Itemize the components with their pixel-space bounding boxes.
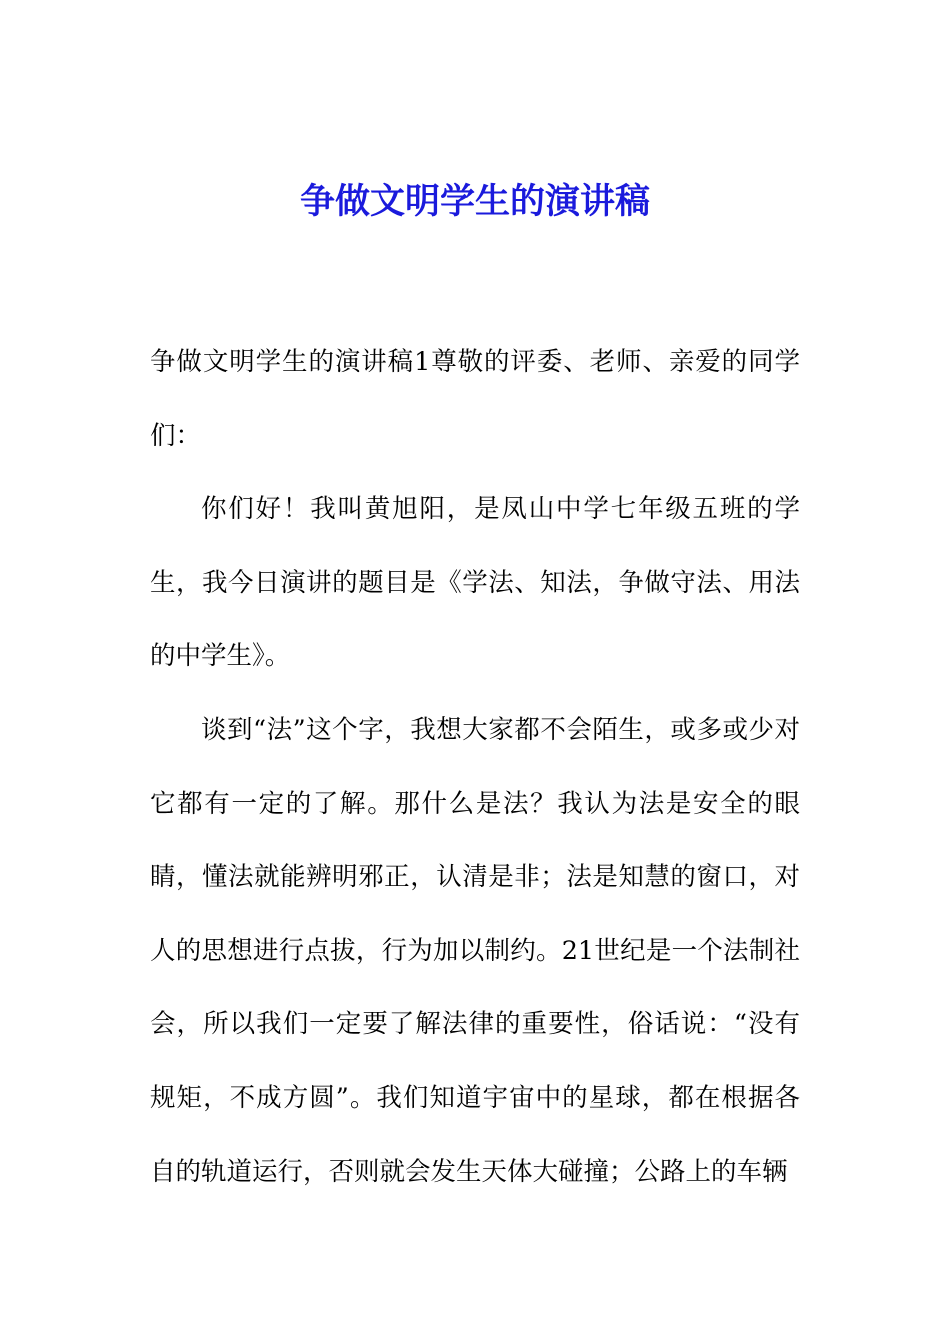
document-body <box>150 326 800 1209</box>
paragraph-opening: 争做文明学生的演讲稿1尊敬的评委、老师、亲爱的同学们： <box>150 347 800 451</box>
paragraph-introduction: 你们好！我叫黄旭阳，是凤山中学七年级五班的学生，我今日演讲的题目是《学法、知法，争做守法、用法的中学生》。 <box>150 494 800 672</box>
paragraph-law: 谈到“法”这个字，我想大家都不会陌生，或多或少对它都有一定的了解。那什么是法？我认为法是安全的眼睛，懂法就能辨明邪正，认清是非；法是知慧的窗口，对人的思想进行点拔，行为加以制约。21世纪是一个法制社会，所以我们一定要了解法律的重要性，俗话说：“没有规矩，不成方圆”。我们知道宇宙中的星球，都在根据各自的轨道运行，否则就会发生天体大碰撞；公路上的车辆 <box>150 714 800 1187</box>
document-title: 争做文明学生的演讲稿 <box>299 181 650 222</box>
